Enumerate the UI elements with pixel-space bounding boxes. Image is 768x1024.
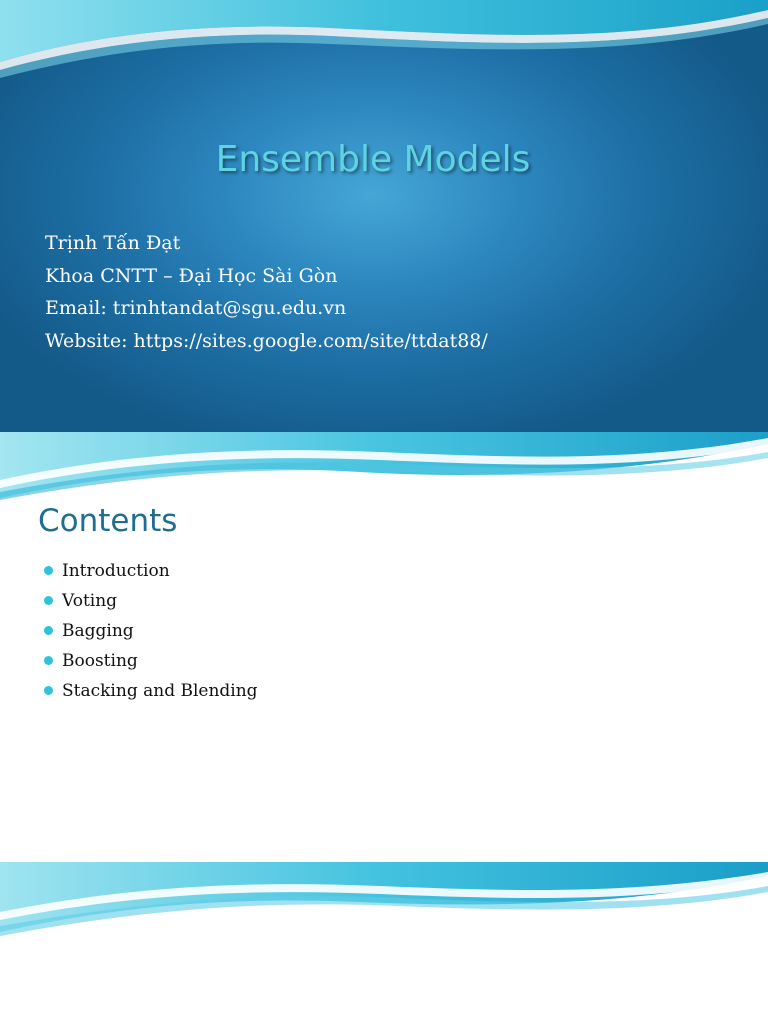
list-item	[40, 556, 258, 586]
author-email: Email: trinhtandat@sgu.edu.vn	[45, 297, 347, 319]
list-item-label: Stacking and Blending	[62, 681, 258, 701]
slide-title: Ensemble Models	[215, 139, 531, 180]
top-wave-decoration	[0, 0, 768, 80]
list-item	[40, 586, 258, 616]
bottom-wave-decoration	[0, 862, 768, 942]
list-item-label: Boosting	[62, 651, 138, 671]
list-item-label: Introduction	[62, 561, 170, 581]
bullet-dot-icon	[44, 686, 53, 695]
author-website: Website: https://sites.google.com/site/ttdat88/	[45, 329, 488, 352]
list-item-label: Voting	[62, 591, 118, 611]
contents-list	[40, 556, 258, 706]
contents-heading: Contents	[38, 503, 178, 539]
list-item-label: Bagging	[62, 621, 134, 641]
author-affiliation: Khoa CNTT – Đại Học Sài Gòn	[45, 264, 338, 287]
list-item	[40, 646, 258, 676]
title-slide	[0, 0, 768, 432]
bullet-dot-icon	[44, 626, 53, 635]
author-info	[45, 227, 488, 357]
bullet-dot-icon	[44, 656, 53, 665]
slide-separator-wave	[0, 432, 768, 502]
list-item	[40, 616, 258, 646]
bullet-dot-icon	[44, 566, 53, 575]
list-item	[40, 676, 258, 706]
bullet-dot-icon	[44, 596, 53, 605]
author-name: Trịnh Tấn Đạt	[45, 232, 181, 254]
